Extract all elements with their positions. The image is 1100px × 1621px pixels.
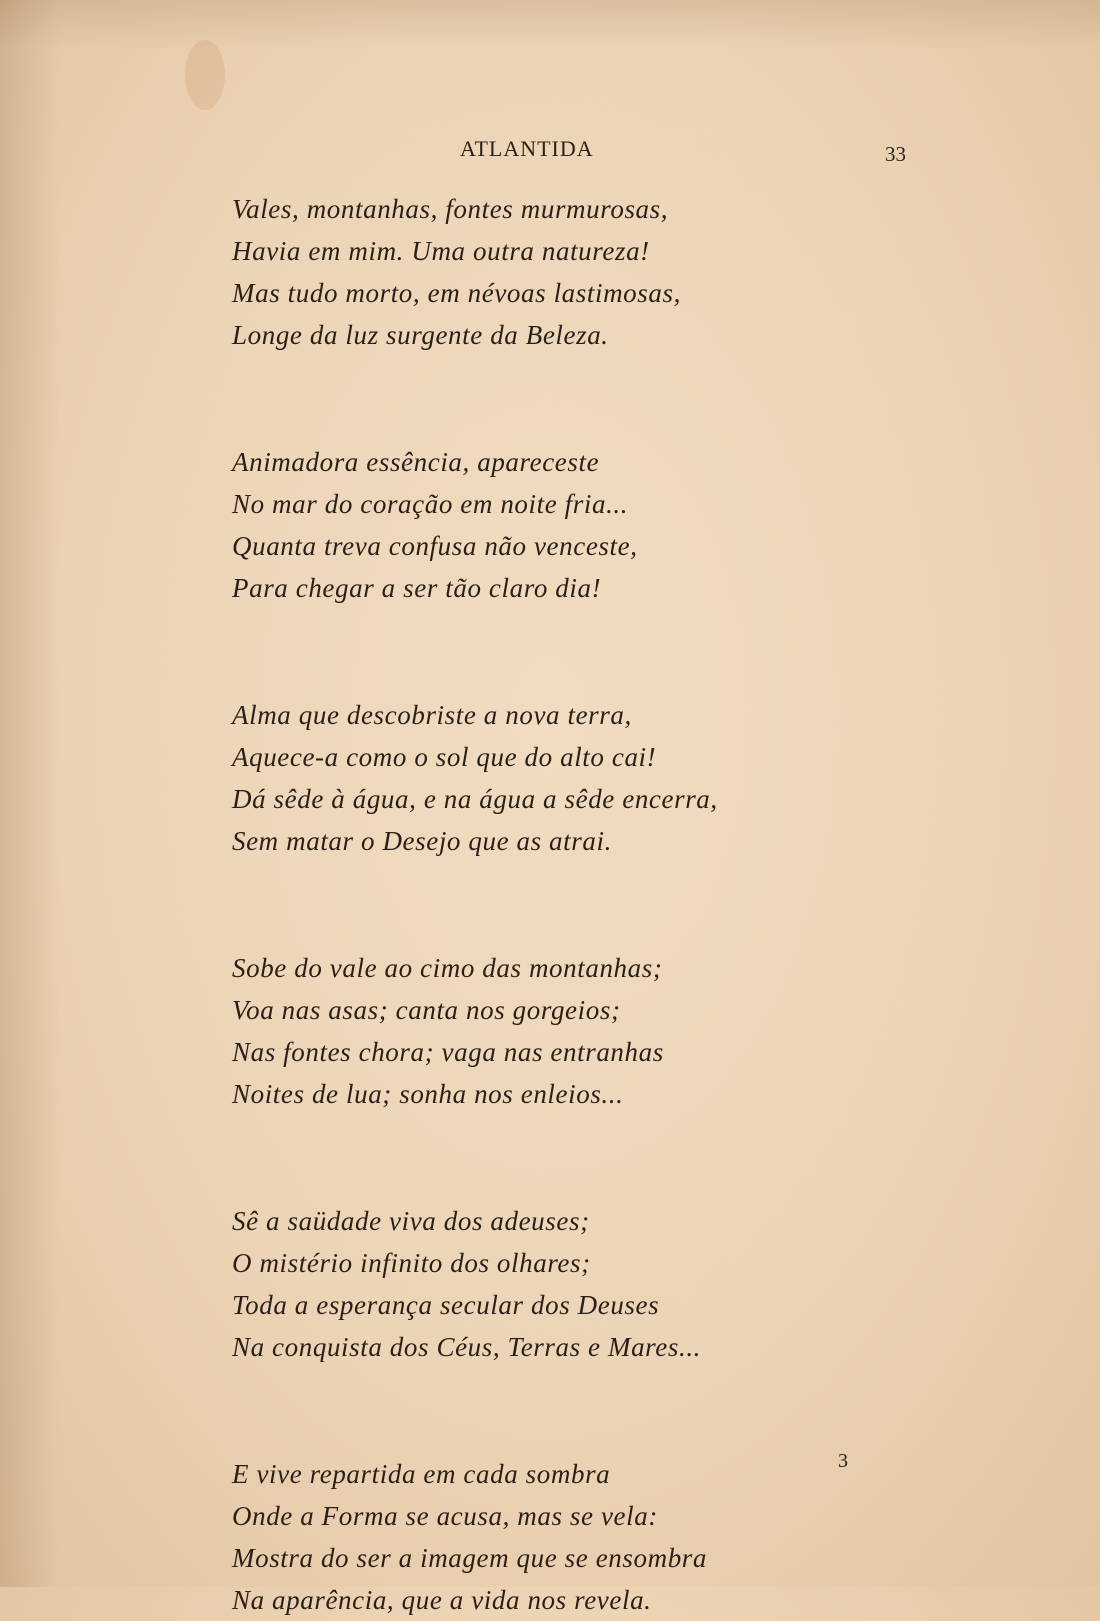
poem-line: Mostra do ser a imagem que se ensombra xyxy=(232,1543,708,1573)
poem-line: Animadora essência, apareceste xyxy=(232,447,600,477)
page-edge-shadow xyxy=(0,0,60,1587)
poem-line: Toda a esperança secular dos Deuses xyxy=(232,1290,660,1320)
poem-line: Longe da luz surgente da Beleza. xyxy=(232,320,609,350)
poem-line: Na aparência, que a vida nos revela. xyxy=(232,1585,652,1615)
stanza xyxy=(232,1200,832,1368)
poem-line: Sê a saüdade viva dos adeuses; xyxy=(232,1206,590,1236)
poem-line: Onde a Forma se acusa, mas se vela: xyxy=(232,1501,658,1531)
poem-line: E vive repartida em cada sombra xyxy=(232,1459,611,1489)
poem-line: O mistério infinito dos olhares; xyxy=(232,1248,591,1278)
poem-line: Quanta treva confusa não venceste, xyxy=(232,531,638,561)
poem-line: Vales, montanhas, fontes murmurosas, xyxy=(232,194,669,224)
poem-line: Voa nas asas; canta nos gorgeios; xyxy=(232,995,621,1025)
poem-line: Alma que descobriste a nova terra, xyxy=(232,700,632,730)
stanza xyxy=(232,947,832,1115)
paper-stain xyxy=(185,40,225,110)
poem-line: Sem matar o Desejo que as atrai. xyxy=(232,826,612,856)
poem-line: Para chegar a ser tão claro dia! xyxy=(232,573,602,603)
poem xyxy=(232,188,832,1621)
poem-line: Noites de lua; sonha nos enleios... xyxy=(232,1079,624,1109)
stanza xyxy=(232,188,832,356)
signature-mark: 3 xyxy=(838,1450,848,1472)
stanza xyxy=(232,441,832,609)
poem-line: Sobe do vale ao cimo das montanhas; xyxy=(232,953,663,983)
poem-line: Dá sêde à água, e na água a sêde encerra, xyxy=(232,784,718,814)
running-title: ATLANTIDA xyxy=(460,136,594,161)
stanza xyxy=(232,694,832,862)
page-top-shadow xyxy=(0,0,1100,50)
poem-line: No mar do coração em noite fria... xyxy=(232,489,629,519)
poem-line: Nas fontes chora; vaga nas entranhas xyxy=(232,1037,664,1067)
poem-line: Mas tudo morto, em névoas lastimosas, xyxy=(232,278,681,308)
page-number: 33 xyxy=(885,142,906,166)
poem-line: Havia em mim. Uma outra natureza! xyxy=(232,236,650,266)
poem-line: Aquece-a como o sol que do alto cai! xyxy=(232,742,657,772)
stanza xyxy=(232,1453,832,1621)
poem-line: Na conquista dos Céus, Terras e Mares... xyxy=(232,1332,702,1362)
